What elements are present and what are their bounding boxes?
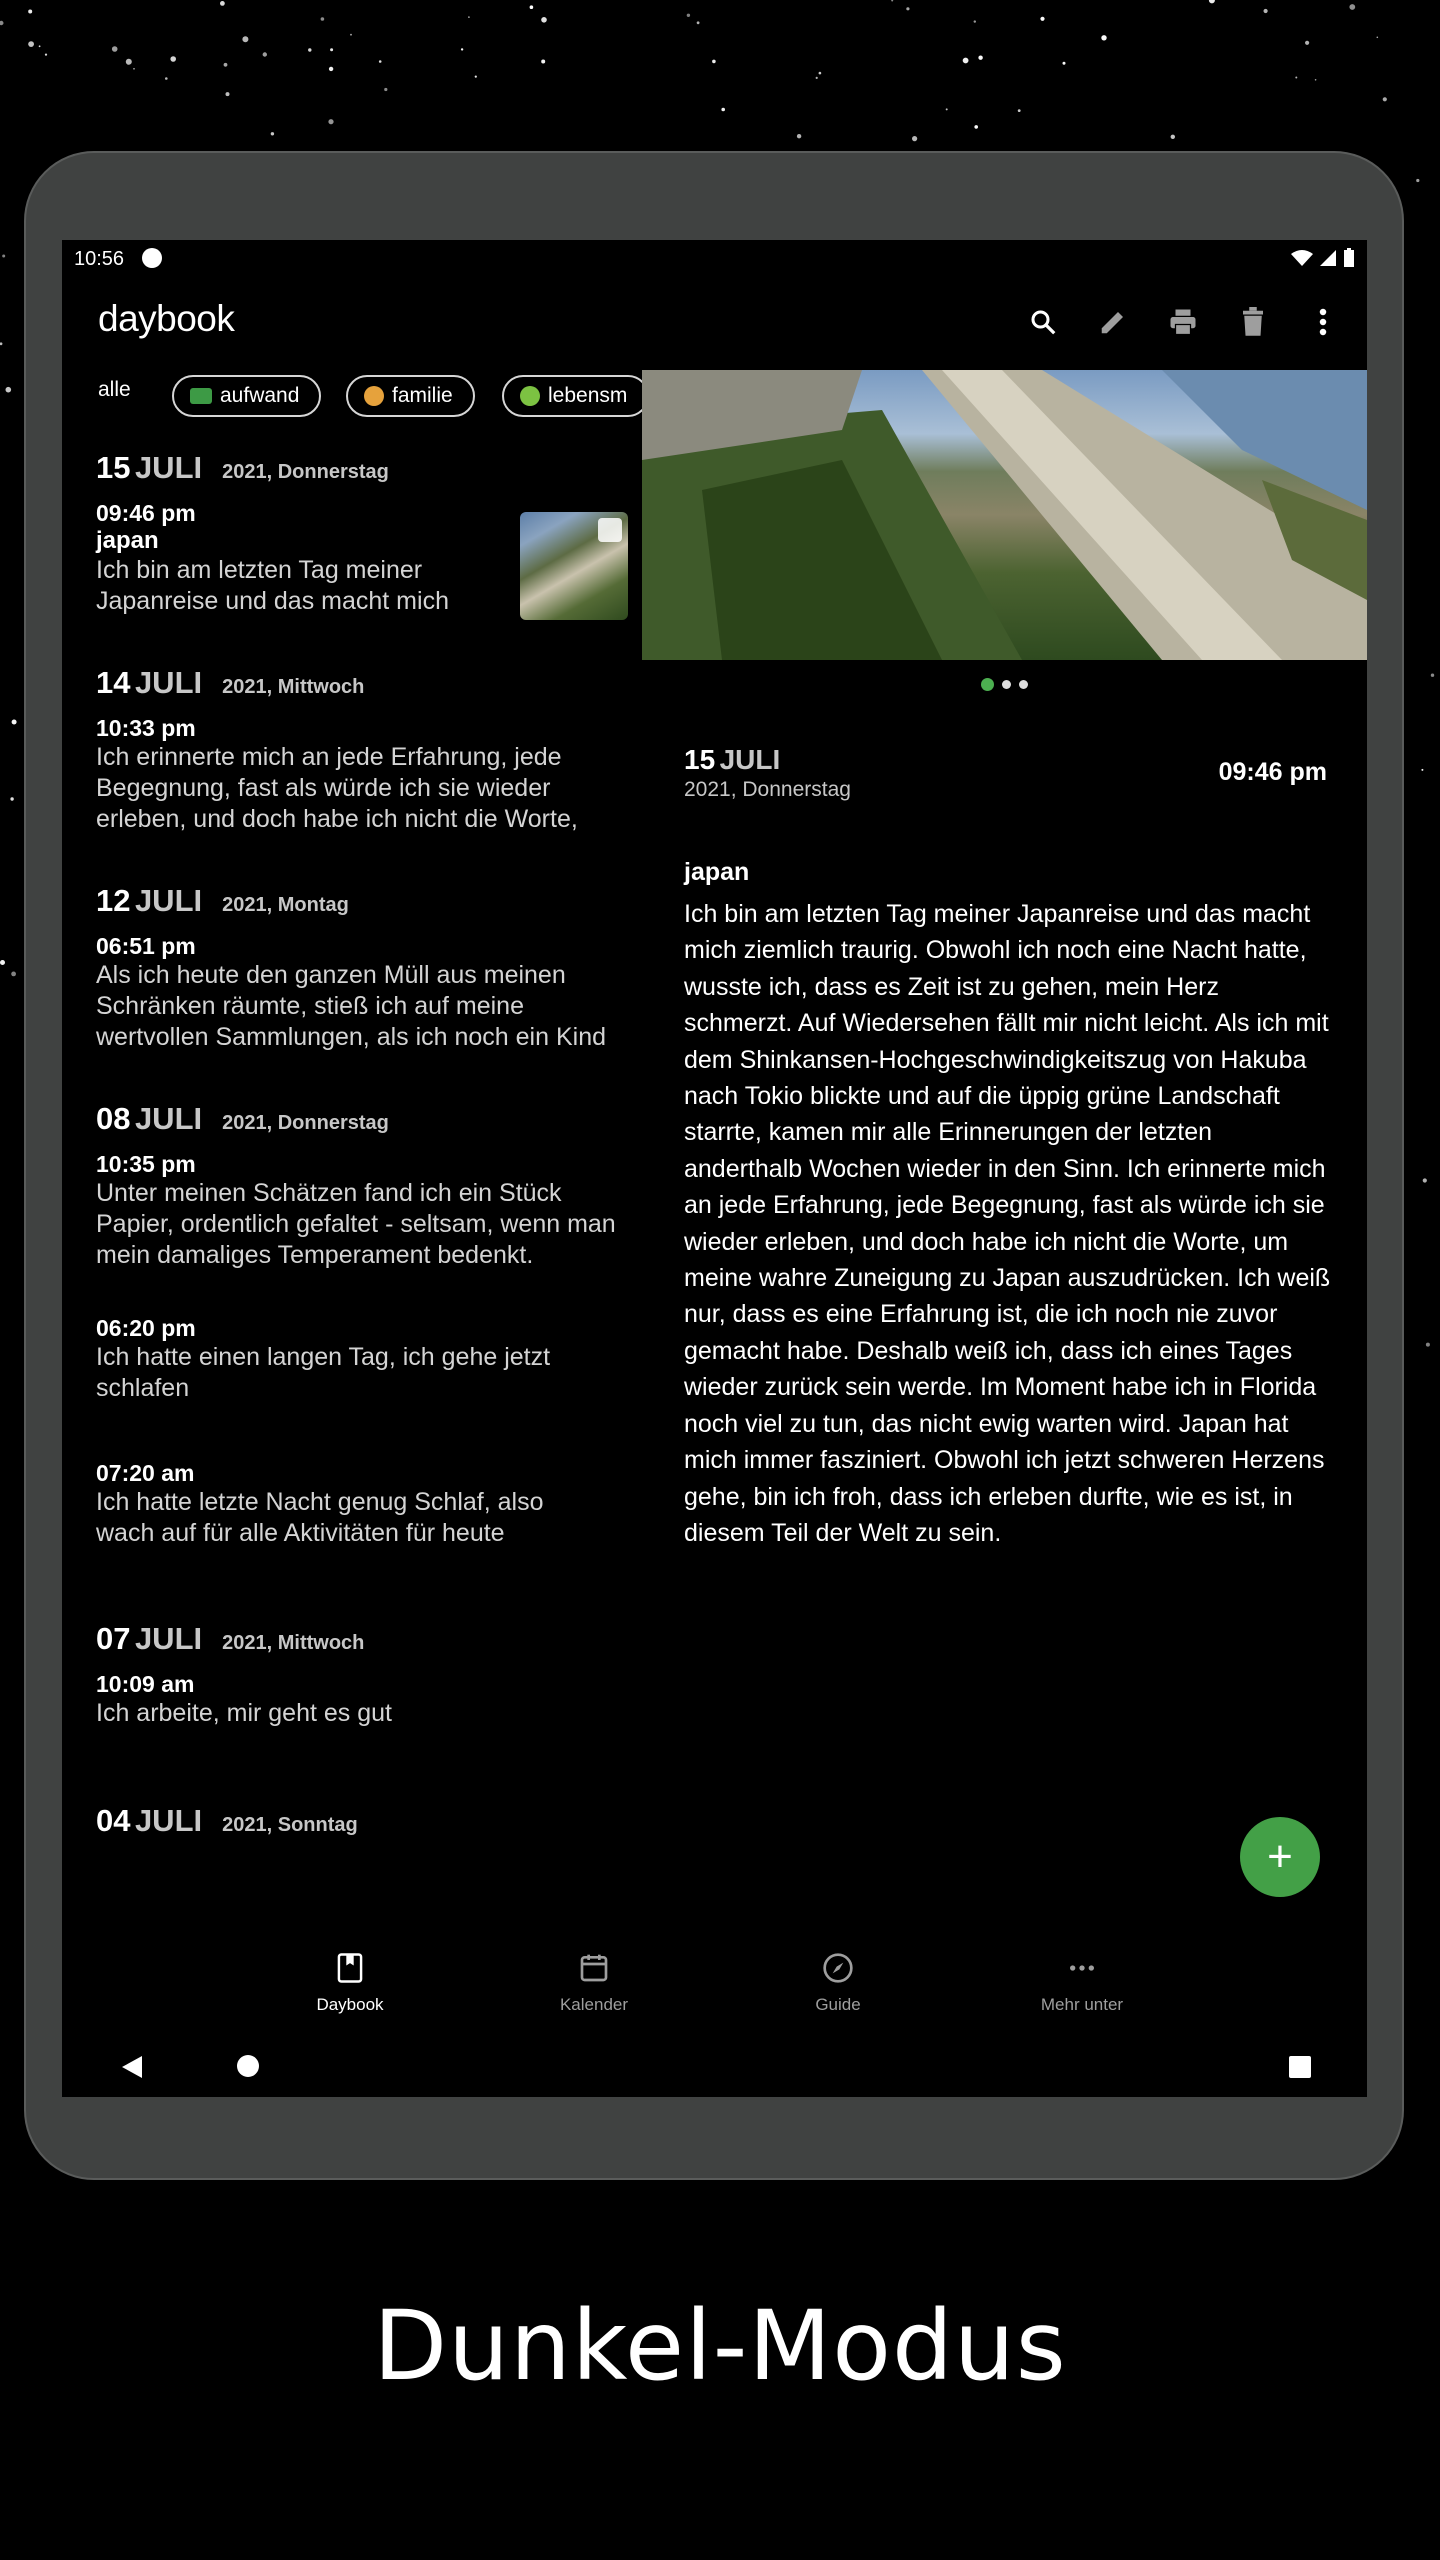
list-item[interactable] (96, 1315, 642, 1404)
nav-label: Mehr unter (1040, 1995, 1124, 2014)
entry-time: 10:35 pm (96, 1151, 196, 1177)
star (330, 48, 333, 51)
star (816, 77, 818, 79)
star (530, 5, 534, 9)
day-group (96, 1621, 642, 1729)
star (1383, 97, 1387, 101)
detail-day: 15 (684, 744, 716, 775)
status-bar (62, 240, 1367, 280)
status-icons (1291, 248, 1355, 268)
star (10, 797, 13, 800)
star (6, 387, 12, 393)
money-emoji-icon (190, 388, 212, 404)
star (12, 720, 17, 725)
nav-label: Kalender (559, 1995, 629, 2014)
list-item[interactable] (96, 1151, 642, 1271)
detail-date-subtitle: 2021, Donnerstag (684, 778, 851, 801)
star (112, 46, 118, 52)
star (170, 56, 176, 62)
star (271, 132, 274, 135)
entry-time: 06:20 pm (96, 1315, 196, 1341)
entry-time: 07:20 am (96, 1460, 195, 1486)
star (1209, 0, 1215, 3)
tag-filter-chips (62, 370, 642, 426)
star (712, 60, 716, 64)
day-header (96, 1621, 642, 1657)
day-number: 08 (96, 1101, 131, 1136)
entry-text: Ich hatte letzte Nacht genug Schlaf, also wach auf für alle Aktivitäten für heute (96, 1488, 544, 1547)
day-header (96, 1803, 642, 1839)
star (39, 45, 41, 47)
star (541, 60, 545, 64)
entry-thumbnail[interactable] (520, 512, 628, 620)
chip-all[interactable]: alle (98, 378, 131, 401)
chip-lebensmittel[interactable] (502, 375, 642, 417)
photo-pager[interactable] (642, 680, 1367, 691)
star (974, 125, 978, 129)
star (328, 119, 333, 124)
star (226, 92, 230, 96)
star (220, 1, 225, 6)
day-number: 04 (96, 1803, 131, 1838)
day-header (96, 665, 642, 701)
app-screen (62, 240, 1367, 2097)
star (1416, 179, 1419, 182)
star (819, 72, 822, 75)
star (0, 342, 2, 345)
day-month: JULI (134, 883, 203, 918)
add-entry-button[interactable]: + (1240, 1817, 1320, 1897)
day-number: 07 (96, 1621, 131, 1656)
star (1063, 62, 1066, 65)
entry-text: Als ich heute den ganzen Müll aus meinen Schränken räumte, stieß ich auf meine wertvollen Sammlungen, als ich noch ein Kind (96, 961, 606, 1051)
wifi-icon (1291, 249, 1313, 267)
star (461, 48, 463, 50)
star (1264, 9, 1268, 13)
day-group (96, 883, 642, 1053)
star (0, 960, 5, 965)
star (687, 14, 690, 17)
entry-time: 10:33 pm (96, 715, 196, 741)
star (946, 108, 948, 110)
detail-body: Ich bin am letzten Tag meiner Japanreise und das macht mich ziemlich traurig. Obwohl ich noch eine Nacht hatte, wusste ich, dass es Zeit ist zu gehen, mein Herz schmerzt. Auf Wiedersehen fällt mir nicht leicht. Als ich mit dem Shinkansen-Hochgeschwindigkeitszug von Hakuba nach Tokio blickte und auf die üppig grüne Landschaft starrte, kamen mir alle Erinnerungen der letzten anderthalb Wochen wieder in den Sinn. Ich erinnerte mich an jede Erfahrung, jede Begegnung, fast als würde ich sie wieder erleben, und doch habe ich nicht die Worte, um meine wahre Zuneigung zu Japan auszudrücken. Ich weiß nur, dass es eine Erfahrung ist, die ich noch nie zuvor gemacht habe. Deshalb weiß ich, dass ich eines Tages wieder zurück sein werde. Im Moment habe ich in Florida noch viel zu tun, das nicht ewig warten wird. Japan hat mich immer fasziniert. Obwohl ich jetzt schweren Herzens gehe, bin ich froh, dass ich erleben durfte, wie es ist, in diesem Teil der Welt zu sein. (684, 900, 1331, 1547)
family-emoji-icon (364, 386, 384, 406)
day-header (96, 450, 642, 486)
star (379, 60, 382, 63)
nav-daybook[interactable] (280, 1952, 420, 2015)
back-icon[interactable] (120, 2054, 144, 2080)
more-vert-icon[interactable] (1301, 300, 1345, 344)
day-header (96, 1101, 642, 1137)
detail-month: JULI (719, 744, 781, 775)
chip-label: familie (392, 384, 453, 407)
chip-aufwand[interactable] (172, 375, 321, 417)
entry-text: Ich erinnerte mich an jede Erfahrung, jede Begegnung, fast als würde ich sie wieder erleben, und doch habe ich nicht die Worte, (96, 743, 578, 833)
star (384, 88, 387, 91)
star (1423, 1178, 1427, 1182)
star (978, 56, 982, 60)
day-month: JULI (134, 1803, 203, 1838)
book-icon (335, 1952, 365, 1984)
star (541, 17, 547, 23)
detail-time: 09:46 pm (1218, 758, 1327, 786)
calendar-icon (578, 1952, 610, 1984)
app-logo: daybook (98, 298, 235, 339)
entry-detail-pane (642, 370, 1367, 1940)
star (468, 16, 470, 18)
pager-dot-active[interactable] (981, 678, 994, 691)
star (308, 48, 311, 51)
entry-time: 06:51 pm (96, 933, 196, 959)
battery-icon (1343, 248, 1355, 268)
entry-text: Ich arbeite, mir geht es gut (96, 1699, 392, 1727)
star (11, 972, 16, 977)
nav-label: Daybook (316, 1995, 384, 2014)
list-item[interactable] (96, 715, 642, 835)
apple-emoji-icon (520, 386, 540, 406)
toolbar-actions (1021, 300, 1345, 344)
day-month: JULI (134, 665, 203, 700)
recents-icon[interactable] (1288, 2055, 1312, 2079)
star (1295, 77, 1297, 79)
entry-text: Ich bin am letzten Tag meiner Japanreise und das macht mich (96, 556, 449, 615)
entry-list (62, 450, 642, 1940)
star (263, 52, 267, 56)
star (721, 108, 725, 112)
entry-time: 10:09 am (96, 1671, 195, 1697)
day-group (96, 1803, 642, 1839)
star (697, 21, 700, 24)
star (242, 36, 248, 42)
star (45, 54, 47, 56)
day-group (96, 450, 642, 617)
day-month: JULI (134, 1621, 203, 1656)
list-item[interactable] (96, 1460, 642, 1549)
star (797, 134, 801, 138)
promo-caption: Dunkel-Modus (373, 2290, 1067, 2402)
star (475, 76, 477, 78)
day-subtitle: 2021, Mittwoch (222, 1632, 365, 1654)
detail-title: japan (684, 858, 750, 886)
star (224, 63, 228, 67)
star (912, 136, 917, 141)
day-subtitle: 2021, Donnerstag (222, 461, 389, 483)
day-subtitle: 2021, Donnerstag (222, 1112, 389, 1134)
print-icon[interactable] (1161, 300, 1205, 344)
edit-icon[interactable] (1091, 300, 1135, 344)
day-month: JULI (134, 450, 203, 485)
star (1018, 109, 1021, 112)
day-header (96, 883, 642, 919)
day-subtitle: 2021, Mittwoch (222, 676, 365, 698)
day-number: 14 (96, 665, 131, 700)
entry-photo[interactable] (642, 370, 1367, 660)
star (1377, 37, 1379, 39)
star (891, 0, 893, 2)
home-icon[interactable] (236, 2054, 260, 2078)
day-subtitle: 2021, Sonntag (222, 1814, 358, 1836)
star (1421, 769, 1423, 771)
search-icon[interactable] (1021, 300, 1065, 344)
notification-icon (142, 248, 162, 268)
compass-icon (822, 1952, 854, 1984)
star (1101, 35, 1106, 40)
app-bar (62, 280, 1367, 362)
entry-time: 09:46 pm (96, 500, 196, 526)
delete-icon[interactable] (1231, 300, 1275, 344)
chip-familie[interactable] (346, 375, 475, 417)
star (165, 77, 168, 80)
day-subtitle: 2021, Montag (222, 894, 349, 916)
list-item[interactable] (96, 1671, 642, 1729)
star (321, 17, 325, 21)
star (1040, 17, 1044, 21)
nav-guide[interactable] (768, 1952, 908, 2015)
system-navigation-bar (62, 2036, 1367, 2097)
pager-dot[interactable] (1002, 680, 1011, 689)
day-month: JULI (134, 1101, 203, 1136)
list-item[interactable] (96, 933, 642, 1053)
star (329, 67, 333, 71)
star (1349, 4, 1355, 10)
photo-illustration (642, 370, 1367, 660)
entry-text: Ich hatte einen langen Tag, ich gehe jetzt schlafen (96, 1343, 551, 1402)
nav-mehr[interactable] (1012, 1952, 1152, 2015)
status-time: 10:56 (74, 248, 125, 270)
star (28, 41, 34, 47)
star (974, 20, 976, 22)
star (906, 7, 909, 10)
star (1171, 135, 1175, 139)
star (0, 21, 4, 25)
star (1426, 1343, 1430, 1347)
star (1431, 674, 1434, 677)
star (1315, 79, 1317, 81)
day-number: 15 (96, 450, 131, 485)
bottom-navigation (62, 1940, 1367, 2036)
detail-date (684, 744, 851, 802)
day-number: 12 (96, 883, 131, 918)
star (350, 34, 352, 36)
pager-dot[interactable] (1019, 680, 1028, 689)
nav-kalender[interactable] (524, 1952, 664, 2015)
star (133, 68, 135, 70)
day-group (96, 1101, 642, 1549)
star (1305, 41, 1309, 45)
gallery-icon (598, 518, 622, 542)
chip-label: aufwand (220, 384, 300, 407)
entry-title: japan (96, 527, 159, 554)
day-group (96, 665, 642, 835)
entry-text: Unter meinen Schätzen fand ich ein Stück Papier, ordentlich gefaltet - seltsam, wenn man mein damaliges Temperament bedenkt. (96, 1179, 616, 1269)
star (126, 59, 132, 65)
signal-icon (1319, 249, 1337, 267)
chip-label: lebensm (548, 384, 628, 407)
nav-label: Guide (815, 1995, 861, 2014)
star (28, 10, 32, 14)
star (2, 255, 5, 258)
star (963, 58, 969, 64)
more-horiz-icon (1066, 1952, 1098, 1984)
